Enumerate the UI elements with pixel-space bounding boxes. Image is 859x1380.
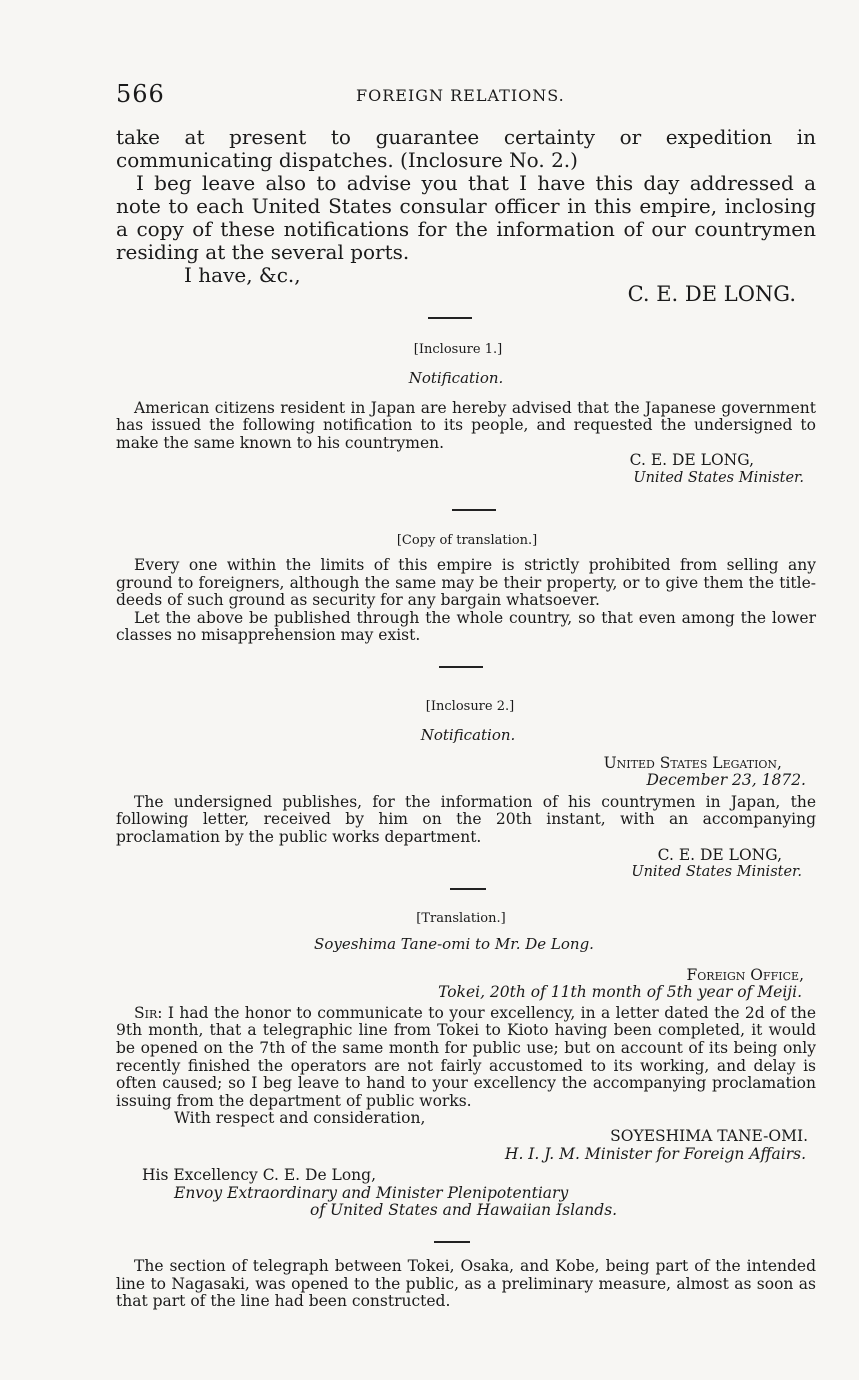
running-head: FOREIGN RELATIONS. xyxy=(356,86,565,105)
inclosure-1 xyxy=(116,342,816,488)
salutation: Sir: xyxy=(134,1003,163,1022)
inclosure-2-place: United States Legation, xyxy=(603,753,782,772)
letter-signature: C. E. DE LONG. xyxy=(627,282,796,306)
divider-4 xyxy=(116,888,816,890)
inclosure-1-label: [Inclosure 1.] xyxy=(413,342,503,357)
inclosure-2 xyxy=(116,699,816,882)
inclosure-1-signer: C. E. DE LONG, xyxy=(629,451,754,470)
inclosure-2-body: The undersigned publishes, for the information of his countrymen in Japan, the following letter, received by him on the 20th instant, with an accompanying proclamation by the public works department. xyxy=(116,792,816,846)
letter-closing: I have, &c., xyxy=(184,263,301,287)
translation-2-body xyxy=(116,1005,816,1111)
translation-2 xyxy=(116,911,816,1220)
translation-2-body-text: I had the honor to communicate to your excellency, in a letter dated the 2d of the 9th month, that a telegraphic line from Tokei to Kioto having been completed, it would be opened on the 7th of the same month for public use; but on account of its being only recently finished the operators are not fairly accustomed to its working, and delay is often caused; so I beg leave to hand to your excellency the accompanying proclamation issuing from the department of public works. xyxy=(116,1003,816,1110)
page-header xyxy=(116,80,816,116)
divider-2 xyxy=(116,509,816,511)
translation-1-para-2: Let the above be published through the whole country, so that even among the lower classes no misapprehension may exist. xyxy=(116,608,816,645)
inclosure-1-body: American citizens resident in Japan are hereby advised that the Japanese government has issued the following notification to its people, and requested the undersigned to make the same known to his countrymen. xyxy=(116,398,816,452)
final-section xyxy=(116,1258,816,1311)
divider-3 xyxy=(116,666,816,668)
page-number: 566 xyxy=(116,80,165,108)
inclosure-1-signer-title: United States Minister. xyxy=(633,469,804,486)
addressee-title-1: Envoy Extraordinary and Minister Plenipotentiary xyxy=(174,1183,569,1202)
translation-2-title: Soyeshima Tane-omi to Mr. De Long. xyxy=(314,935,594,953)
translation-2-signer: SOYESHIMA TANE-OMI. xyxy=(610,1126,808,1145)
translation-2-date: Tokei, 20th of 11th month of 5th year of Meiji. xyxy=(438,983,802,1002)
inclosure-2-signer: C. E. DE LONG, xyxy=(657,845,782,864)
addressee-title-2: of United States and Hawaiian Islands. xyxy=(310,1201,618,1220)
divider-1 xyxy=(116,317,816,319)
translation-2-closing: With respect and consideration, xyxy=(174,1109,426,1128)
translation-2-signer-title: H. I. J. M. Minister for Foreign Affairs. xyxy=(504,1144,806,1163)
inclosure-2-date: December 23, 1872. xyxy=(646,771,806,790)
inclosure-2-title: Notification. xyxy=(420,726,516,744)
inclosure-2-label: [Inclosure 2.] xyxy=(425,699,515,714)
translation-1 xyxy=(116,533,816,645)
inclosure-1-title: Notification. xyxy=(408,369,504,387)
translation-1-para-1: Every one within the limits of this empire is strictly prohibited from selling any ground to foreigners, although the same may be their property, or to give them the title-deeds of such ground as security for any bargain whatsoever. xyxy=(116,556,816,610)
translation-1-label: [Copy of translation.] xyxy=(396,533,538,548)
divider-5 xyxy=(116,1241,816,1243)
inclosure-2-signer-title: United States Minister. xyxy=(631,864,802,881)
translation-2-label: [Translation.] xyxy=(416,911,506,926)
page xyxy=(116,80,816,1311)
addressee: His Excellency C. E. De Long, xyxy=(142,1166,377,1185)
letter-para-2: I beg leave also to advise you that I have this day addressed a note to each United States consular officer in this empire, inclosing a copy of these notifications for the information of our countrymen residing at the several ports. xyxy=(116,171,816,264)
letter-body xyxy=(116,126,816,306)
letter-para-1: take at present to guarantee certainty or expedition in communicating dispatches. (Inclosure No. 2.) xyxy=(116,125,816,172)
translation-2-place: Foreign Office, xyxy=(686,965,804,984)
final-para: The section of telegraph between Tokei, Osaka, and Kobe, being part of the intended line to Nagasaki, was opened to the public, as a preliminary measure, almost as soon as that part of the line had been constructed. xyxy=(116,1257,816,1311)
